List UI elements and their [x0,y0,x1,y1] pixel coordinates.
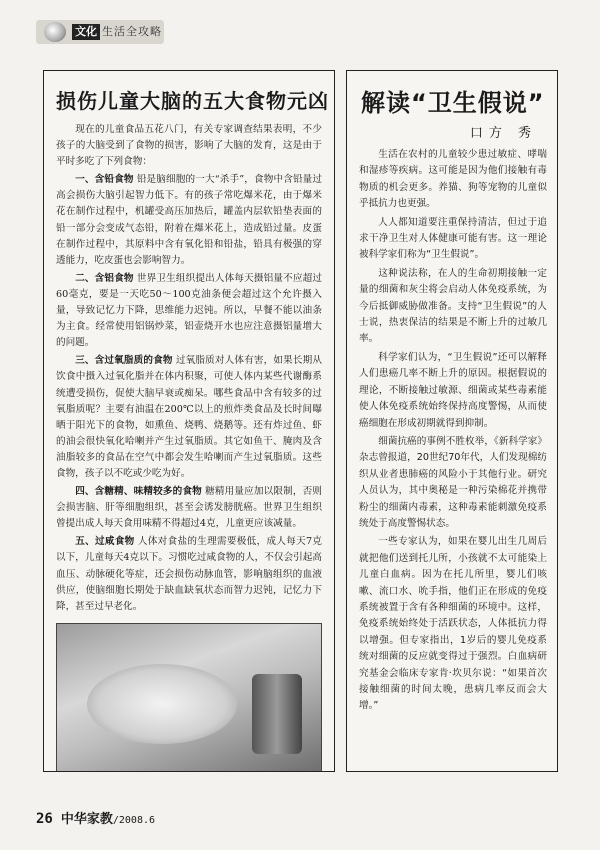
glass-shape [252,674,302,754]
paragraph-text: 现在的儿童食品五花八门，有关专家调查结果表明，不少孩子的大脑受到了食物的损害，影响了大脑的发育，这是由于平时多吃了下列食物： [56,124,322,168]
page-footer [36,808,155,827]
right-paragraph: 生活在农村的儿童较少患过敏症、哮喘和湿疹等疾病。这可能是因为他们接触有毒物质的机会更多。养猫、狗等宠物的儿童似乎抵抗力也更强。 [359,149,547,210]
paragraph-lead: 二、含铝食物 [75,272,134,284]
left-paragraph [56,484,322,532]
page-number: 26 [36,811,53,827]
left-paragraph [56,122,322,170]
left-paragraph [56,534,322,614]
right-paragraph: 人人都知道要注重保持清洁，但过于追求干净卫生对人体健康可能有害。这一理论被科学家们称为“卫生假说”。 [359,216,547,261]
right-paragraph: 细菌抗癌的事例不胜枚举，《新科学家》杂志曾报道，20世纪70年代，人们发现棉纺织从业者患肺癌的风险小于其他行业。研究人员认为，其中奥秘是一种污染棉花并携带粉尘的细菌内毒素，这种毒素能刺激免疫系统处于高度警惕状态。 [359,435,547,529]
right-paragraph: 这种说法称，在人的生命初期接触一定量的细菌和灰尘将会启动人体免疫系统，为今后抵御威胁做准备。支持“卫生假说”的人士说，热衷保洁的结果是不断上升的过敏几率。 [359,267,547,345]
paragraph-text: 铅是脑细胞的一大“杀手”，食物中含铅量过高会损伤大脑引起智力低下。有的孩子常吃爆米花，由于爆米花在制作过程中，机罐受高压加热后，罐盖内层软铅垫表面的铅一部分会变成气态铅，附着在爆米花上，造成铅过量。皮蛋在制作过程中，其原料中含有氧化铅和铅盐，铅具有极强的穿透能力，吃皮蛋也会影响智力。 [56,174,323,266]
paragraph-text: 人体对食盐的生理需要极低，成人每天7克以下，儿童每天4克以下。习惯吃过咸食物的人，不仅会引起高血压、动脉硬化等症，还会损伤动脉血管，影响脑组织的血液供应，使脑细胞长期处于缺血缺氧状态而智力迟钝，记忆力下降，甚至过早老化。 [56,536,323,612]
food-photo [56,623,322,772]
section-logo-icon [44,22,66,42]
right-article-body [347,141,557,715]
section-chip: 文化 [72,24,100,40]
paragraph-lead: 三、含过氧脂质的食物 [75,355,173,367]
right-article [346,70,558,772]
issue-number: /2008.6 [112,815,156,826]
left-article-title: 损伤儿童大脑的五大食物元凶 [56,89,329,113]
paragraph-lead: 一、含铅食物 [75,174,134,186]
right-paragraph: 科学家们认为，“卫生假说”还可以解释人们患癌几率不断上升的原因。根据假说的理论，不断接触过敏源、细菌或某些毒素能使人体免疫系统始终保持高度警惕，从而使癌细胞在形成初期就得到抑制。 [359,351,547,429]
left-paragraph [56,271,322,351]
plate-shape [87,664,237,744]
paragraph-lead: 五、过咸食物 [75,536,135,548]
left-article [43,70,335,772]
left-article-body [44,114,334,615]
paragraph-text: 过氧脂质对人体有害，如果长期从饮食中摄入过氧化脂并在体内积聚，可使人体内某些代谢酶系统遭受损伤，促使大脑早衰或痴呆。哪些食品中含有较多的过氧脂质呢？主要有油温在200℃以上的煎炸类食品及长时间曝晒于阳光下的食物，如熏鱼、烧鸭、烧鹅等。还有炸过鱼、虾的油会很快氧化哈喇并产生过氧脂质。其它如鱼干、腌肉及含油脂较多的食品在空气中都会发生哈喇而产生过氧脂质。这些食物，孩子以不吃或少吃为好。 [56,355,322,479]
author-byline: 口方 秀 [469,126,537,141]
right-article-title: 解读“卫生假说” [361,89,545,117]
left-paragraph [56,353,322,482]
paragraph-lead: 四、含糖精、味精较多的食物 [75,486,202,498]
paragraph-text: 糖精用量应加以限制，否则会损害脑、肝等细胞组织，甚至会诱发膀胱癌。世界卫生组织曾提出成人每天食用味精不得超过4克，儿童更应该减量。 [56,486,322,530]
left-paragraph [56,172,322,269]
magazine-name: 中华家教 [60,812,113,827]
right-paragraph: 一些专家认为，如果在婴儿出生几周后就把他们送到托儿所，小孩就不太可能染上儿童白血病。因为在托儿所里，婴儿们咳嗽、流口水、吮手指，他们正在形成的免疫系统被置于含有各种细菌的环境中。这样，免疫系统始终处于活跃状态，人体抵抗力得以增强。但专家指出，1岁后的婴儿免疫系统对细菌的反应就变得过于强烈。白血病研究基金会临床专家肯·坎贝尔说：“如果首次接触细菌的时间太晚，患病几率反而会大增。” [359,536,547,712]
section-subtitle: 生活全攻略 [102,25,162,38]
paragraph-text: 世界卫生组织提出人体每天摄铝量不应超过60毫克，要是一天吃50～100克油条便会超过这个允许摄入量，导致记忆力下降，思维能力迟钝。所以，早餐不能以油条为主食。经常使用铝锅炒菜，铝壶烧开水也应注意摄铝量增大的问题。 [56,272,322,349]
